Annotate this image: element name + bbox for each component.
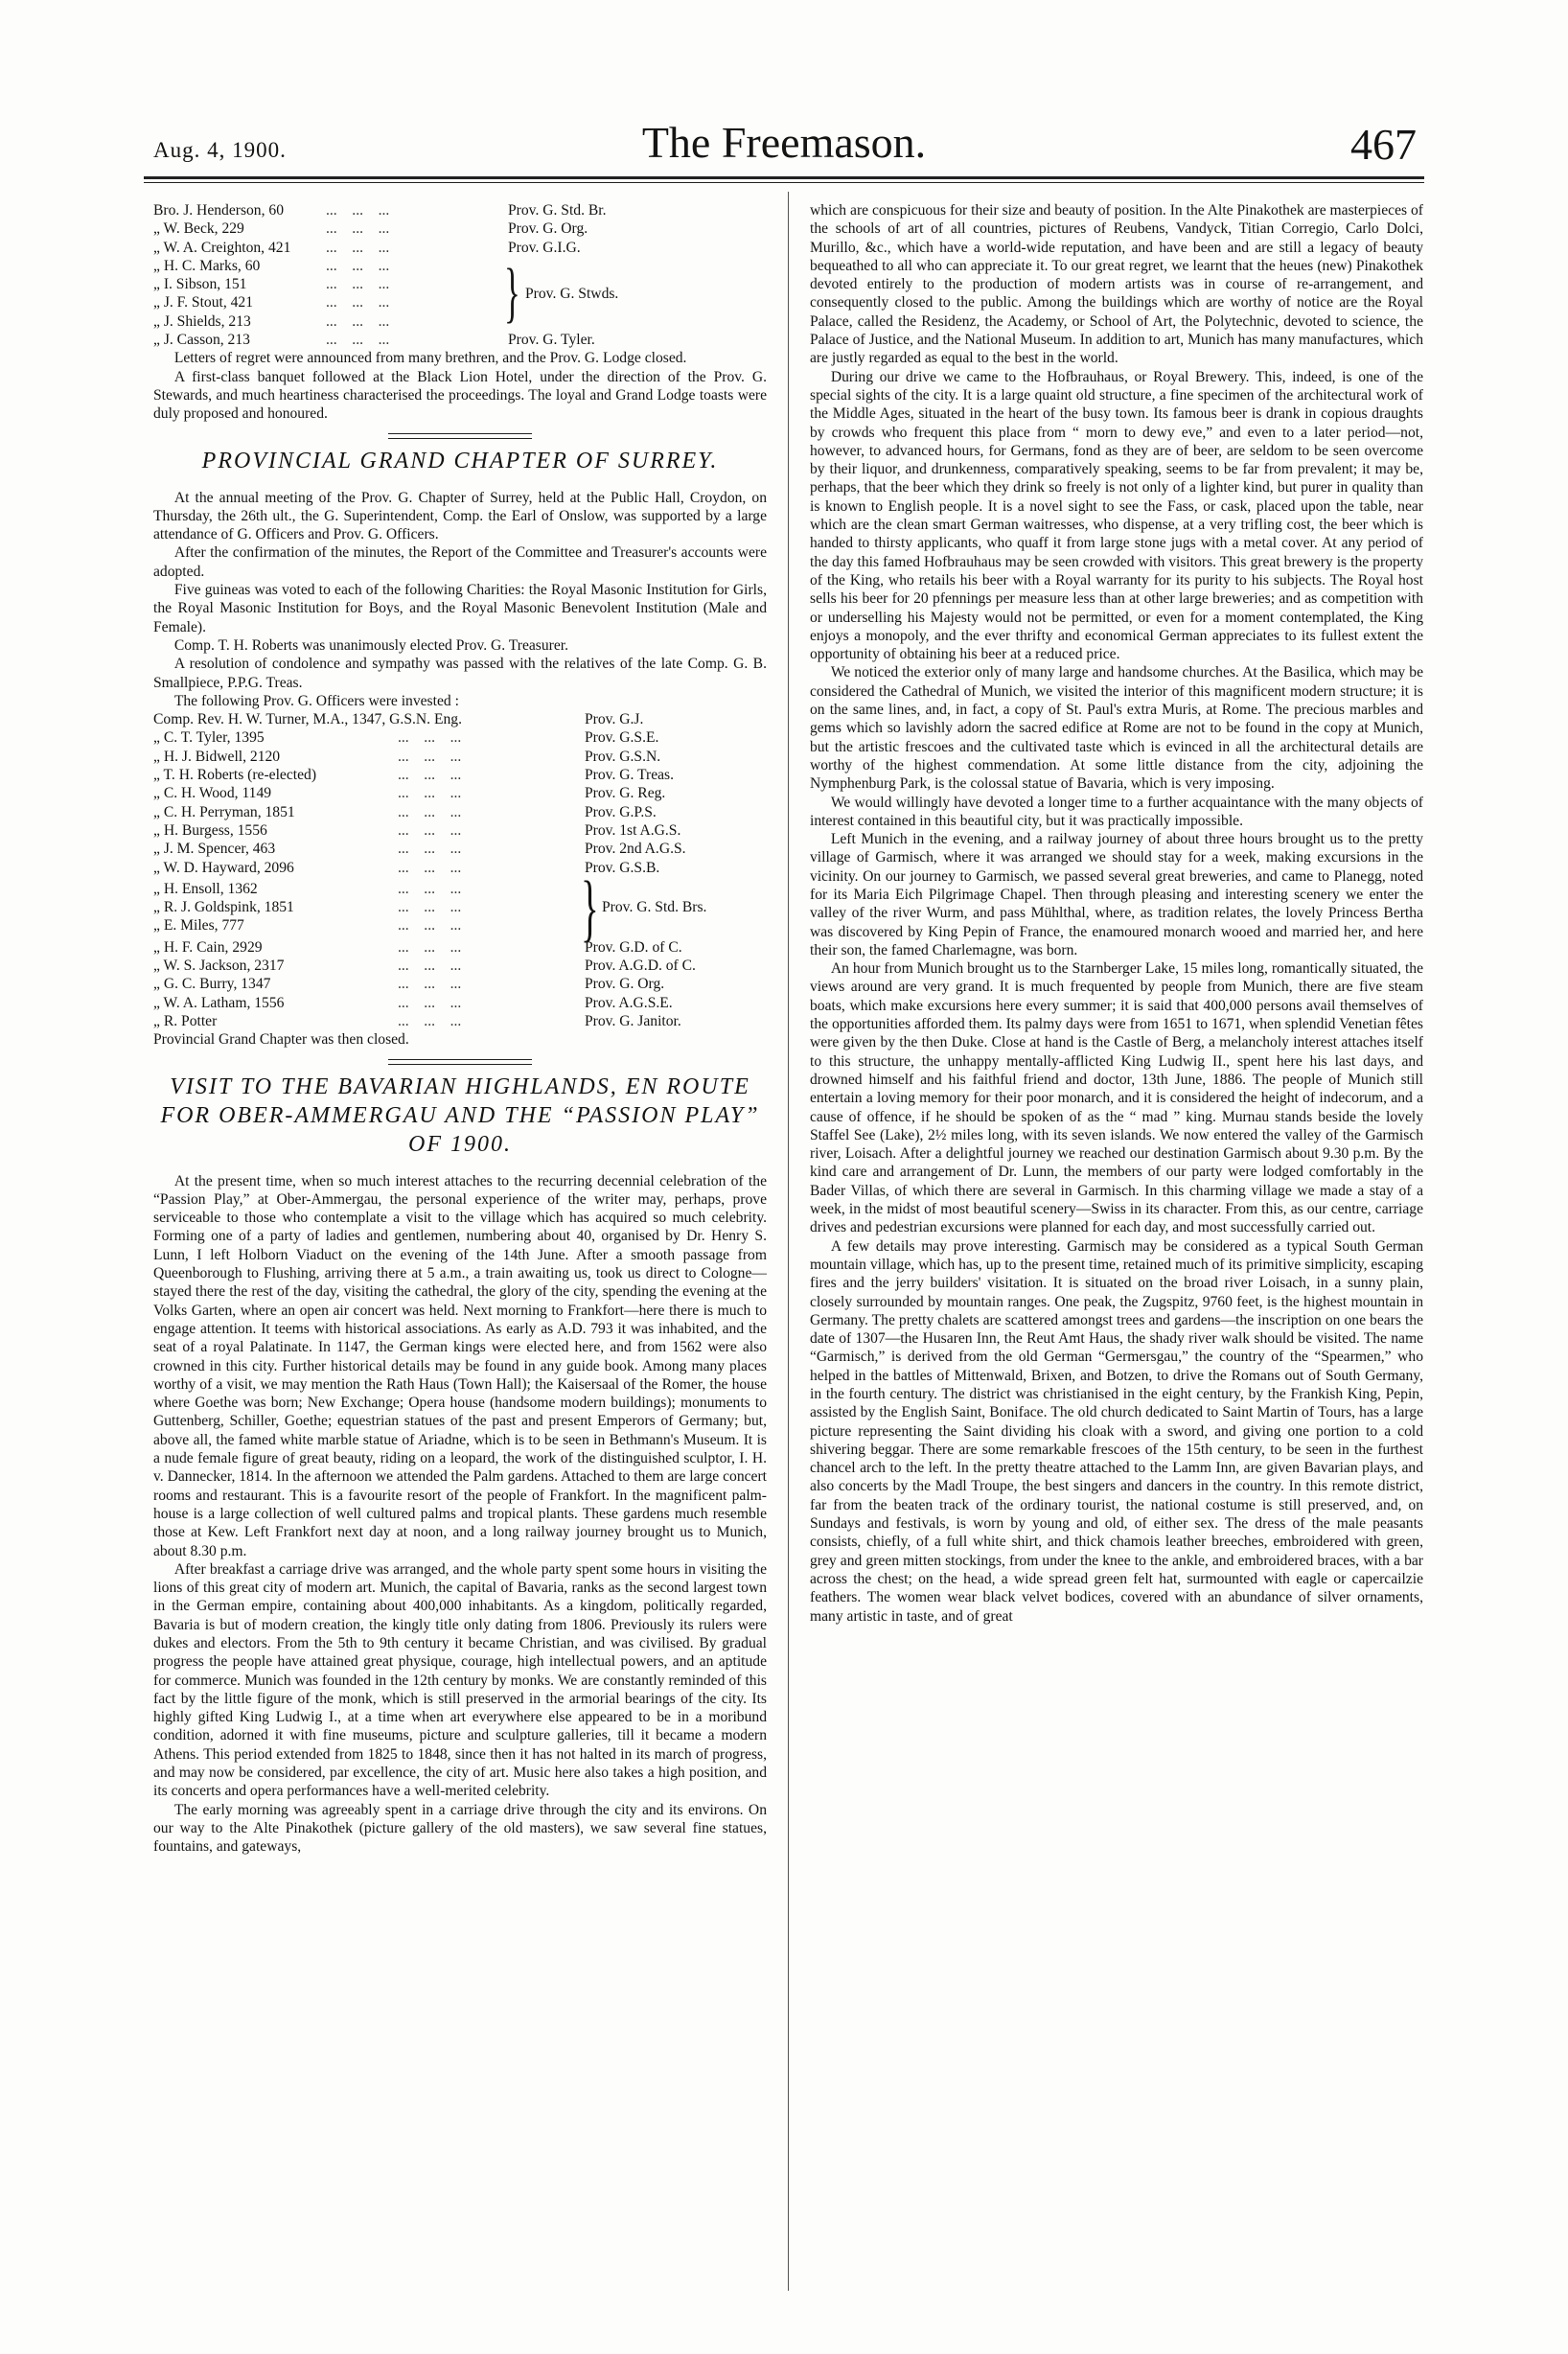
right-column xyxy=(810,201,1423,1626)
paragraph: At the annual meeting of the Prov. G. Chapter of Surrey, held at the Public Hall, Croydon, on Thursday, the 26th ult., the G. Superintendent, Comp. the Earl of Onslow, was supported by a large attendance of G. Officers and Prov. G. Officers. xyxy=(153,489,767,543)
issue-date: Aug. 4, 1900. xyxy=(153,138,287,162)
paragraph: A first-class banquet followed at the Black Lion Hotel, under the direction of the Prov. G. Stewards, and much heartiness characterised the proceedings. The loyal and Grand Lodge toasts were duly proposed and honoured. xyxy=(153,368,767,423)
page-number: 467 xyxy=(1350,120,1417,169)
list-item: „ C. H. Perryman, 1851 ... ... ... Prov. G.P.S. xyxy=(153,803,657,820)
list-item: „ W. D. Hayward, 2096 ... ... ... Prov. G.S.B. xyxy=(153,859,660,876)
list-item: „ H. J. Bidwell, 2120 ... ... ... Prov. G.S.N. xyxy=(153,748,661,765)
paragraph: Left Munich in the evening, and a railway journey of about three hours brought us to the pretty village of Garmisch, where it was arranged we should stay for a week, making excursions in the vicinity. On our journey to Garmisch, we passed several great breweries, and came to Planegg, noted for its Maria Eich Pilgrimage Chapel. Then through pleasing and interesting scenery we enter the valley of the river Wurm, and pass Mühlthal, where, as tradition relates, the lovely Princess Bertha was discovered by King Pepin of France, the enamoured monarch wooed and married her, and here their son, the famed Charlemagne, was born. xyxy=(810,831,1423,958)
section-divider xyxy=(388,1059,532,1060)
paragraph: During our drive we came to the Hofbrauhaus, or Royal Brewery. This, indeed, is one of the special sights of the city. It is a large quaint old structure, a fine specimen of the architectural work of the Middle Ages, situated in the heart of the busy town. Its famous beer is drank in copious draughts by crowds who frequent this place from “ morn to dewy eve,” and even to a later period—not, however, to advanced hours, for Germans, fond as they are of beer, are seldom to be seen overcome by their liquor, and drunkenness, comparatively speaking, seems to be far from prevalent; it may be, perhaps, that the beer which they drink so freely is not only of a lighter kind, but purer in quality than is known to English people. It is a novel sight to see the Fass, or cask, placed upon the table, near which are the clean smart German waitresses, who dispense, at a very trifling cost, the beer which is handed to thirsty applicants, who quaff it from large stone jugs with a metal cover. At any period of the day this famed Hofbrauhaus may be seen crowded with visitors. This great brewery is the property of the King, who retails his beer with a Royal warranty for its purity to his subjects. The Royal host sells his beer for 20 pfennings per measure less than at other large breweries; and as competition with or underselling his Majesty would not be permitted, or even for a moment contemplated, the King enjoys a monopoly, and the ever thrifty and economical German appreciates to its fullest extent the opportunity of obtaining his beer at a reduced price. xyxy=(810,368,1423,663)
group-office: Prov. G. Std. Brs. xyxy=(602,899,707,916)
list-item: „ C. T. Tyler, 1395 ... ... ... Prov. G.S.E. xyxy=(153,729,659,747)
list-item: „ C. H. Wood, 1149 ... ... ... Prov. G. Reg. xyxy=(153,785,666,802)
paragraph: Five guineas was voted to each of the following Charities: the Royal Masonic Institution for Girls, the Royal Masonic Institution for Boys, and the Royal Masonic Benevolent Institution (Male and Female). xyxy=(153,582,767,635)
list-item: „ R. J. Goldspink, 1851 ... ... ... xyxy=(153,899,462,916)
list-item: „ T. H. Roberts (re-elected) ... ... ... Prov. G. Treas. xyxy=(153,767,674,784)
list-item: „ H. C. Marks, 60 ... ... ... xyxy=(153,257,390,274)
paragraph: The following Prov. G. Officers were invested : xyxy=(173,692,459,709)
paragraph: After the confirmation of the minutes, the Report of the Committee and Treasurer's accounts were adopted. xyxy=(153,544,767,580)
list-item: „ J. M. Spencer, 463 ... ... ... Prov. 2nd A.G.S. xyxy=(153,841,686,858)
paragraph: A resolution of condolence and sympathy was passed with the relatives of the late Comp. G. B. Smallpiece, P.P.G. Treas. xyxy=(153,656,767,691)
stewards-group xyxy=(153,257,767,331)
list-item: „ J. Casson, 213 ... ... ... Prov. G. Tyler. xyxy=(153,332,595,349)
list-item: Comp. Rev. H. W. Turner, M.A., 1347, G.S.N. Eng. Prov. G.J. xyxy=(153,711,644,728)
paragraph: The early morning was agreeably spent in a carriage drive through the city and its environs. On our way to the Alte Pinakothek (picture gallery of the old masters), we saw several fine statues, fountains, and gateways, xyxy=(153,1801,767,1856)
paragraph: Letters of regret were announced from many brethren, and the Prov. G. Lodge closed. xyxy=(173,350,687,367)
paragraph: Provincial Grand Chapter was then closed. xyxy=(153,1031,409,1049)
list-item: „ H. Burgess, 1556 ... ... ... Prov. 1st A.G.S. xyxy=(153,821,681,839)
paragraph: We noticed the exterior only of many large and handsome churches. At the Basilica, which may be considered the Cathedral of Munich, we visited the interior of this magnificent modern structure; it is on the same lines, and, in fact, a copy of St. Paul's extra Muris, at Rome. The precious marbles and gems which so lavishly adorn the sacred edifice at Rome are not to be found in the copy at Munich, but the artistic frescoes and the cultivated taste which is evinced in all the architectural details are worthy of the highest commendation. At some little distance from the city, adjoining the Nymphenburg Park, is the colossal statue of Bavaria, which is very imposing. xyxy=(810,664,1423,793)
paragraph: which are conspicuous for their size and beauty of position. In the Alte Pinakothek are masterpieces of the schools of art of all countries, pictures of Reubens, Vandyck, Titian Corregio, Carlo Dolci, Murillo, &c., which have a world-wide reputation, and have been and are still a legacy of beauty bequeathed to all who can appreciate it. To our great regret, we learnt that the heues (new) Pinakothek devoted entirely to the production of modern artists was in course of re-arrangement, and consequently closed to the public. Among the buildings which are worthy of notice are the Royal Palace, called the Residenz, the Academy, or School of Art, the Polytechnic, devoted to science, the Palace of Justice, and the National Museum. In addition to art, Munich has many manufactures, which are justly regarded as equal to the best in the world. xyxy=(810,202,1423,367)
list-item: „ W. S. Jackson, 2317 ... ... ... Prov. A.G.D. of C. xyxy=(153,958,696,975)
paragraph: We would willingly have devoted a longer time to a further acquaintance with the many objects of interest contained in this beautiful city, but it was practically impossible. xyxy=(810,794,1423,829)
list-item: Bro. J. Henderson, 60 ... ... ... Prov. G. Std. Br. xyxy=(153,202,607,219)
list-item: „ H. F. Cain, 2929 ... ... ... Prov. G.D. of C. xyxy=(153,938,682,956)
paragraph: Comp. T. H. Roberts was unanimously elected Prov. G. Treasurer. xyxy=(173,636,568,654)
group-office: Prov. G. Stwds. xyxy=(525,285,619,302)
list-item: „ W. Beck, 229 ... ... ... Prov. G. Org. xyxy=(153,220,588,238)
left-column xyxy=(153,201,767,1857)
list-item: „ H. Ensoll, 1362 ... ... ... xyxy=(153,880,462,897)
paragraph: At the present time, when so much interest attaches to the recurring decennial celebration of the “Passion Play,” at Ober-Ammergau, the personal experience of the writer may, perhaps, prove serviceable to those who contemplate a visit to the village which has acquired so much celebrity. Forming one of a party of ladies and gentlemen, numbering about 40, organised by Dr. Henry S. Lunn, I left Holborn Viaduct on the evening of the 14th June. After a smooth passage from Queenborough to Flushing, arriving there at 5 a.m., a train awaiting us, took us direct to Cologne—stayed there the rest of the day, visiting the cathedral, the glory of the city, spending the evening at the Volks Garten, where an open air concert was held. Next morning to Frankfort—here there is much to engage attention. It teems with historical associations. As early as A.D. 793 it was inhabited, and the seat of a royal Palatinate. In 1147, the German kings were elected here, and from 1562 were also crowned in this city. Further historical details may be found in any guide book. Among many places worthy of a visit, we may mention the Rath Haus (Town Hall); the Kaisersaal of the Romer, the house where Goethe was born; New Exchange; Opera house (handsome modern buildings); monuments to Guttenberg, Schiller, Goethe; equestrian statues of the past and present Emperors of Germany; but, above all, the famed white marble statue of Ariadne, which is to be seen in Bethmann's Museum. It is a nude female figure of great beauty, riding on a leopard, the work of the distinguished sculptor, I. H. v. Dannecker, 1814. In the afternoon we attended the Palm gardens. Attached to them are large concert rooms and restaurant. This is a favourite resort of the people of Frankfort. In the magnificent palm-house is a large collection of well cultured palms and tropical plants. These gardens much resemble those at Kew. Left Frankfort next day at noon, and a long railway journey brought us to Munich, about 8.30 p.m. xyxy=(153,1172,767,1559)
masthead-rule-thin xyxy=(144,182,1424,183)
list-item: „ E. Miles, 777 ... ... ... xyxy=(153,917,462,935)
section-heading-bavaria: VISIT TO THE BAVARIAN HIGHLANDS, EN ROUTE FOR OBER-AMMERGAU AND THE “PASSION PLAY” OF 1900. xyxy=(160,1073,760,1157)
masthead-rule xyxy=(144,176,1424,179)
lodge-officer-list xyxy=(153,201,767,349)
newspaper-title: The Freemason. xyxy=(641,118,927,167)
paragraph: After breakfast a carriage drive was arranged, and the whole party spent some hours in visiting the lions of this great city of modern art. Munich, the capital of Bavaria, ranks as the second largest town in the German empire, containing about 400,000 inhabitants. As a kingdom, politically regarded, Bavaria is but of modern creation, the kingly title only dating from 1806. Previously its rulers were dukes and electors. From the 5th to 9th century it became Christian, and was civilised. By gradual progress the people have attained great physique, courage, high intellectual powers, and an aptitude for commerce. Munich was founded in the 12th century by monks. We are constantly reminded of this fact by the little figure of the monk, which is still preserved in the armorial bearings of the city. Its highly gifted King Ludwig I., at a time when art everywhere else appeared to be in a moribund condition, adorned it with fine museums, picture and sculpture galleries, till it became a modern Athens. This period extended from 1825 to 1848, since then it has not halted in its march of progress, and may now be considered, par excellence, the city of art. Music here also takes a high position, and its concerts and opera performances have a well-merited celebrity. xyxy=(153,1560,767,1800)
section-divider xyxy=(388,438,532,439)
column-separator xyxy=(788,192,789,2291)
list-item: „ J. Shields, 213 ... ... ... xyxy=(153,312,390,330)
masthead xyxy=(144,117,1424,174)
brace-icon: } xyxy=(504,256,520,331)
section-divider xyxy=(388,1064,532,1065)
list-item: „ J. F. Stout, 421 ... ... ... xyxy=(153,294,390,312)
list-item: „ G. C. Burry, 1347 ... ... ... Prov. G. Org. xyxy=(153,976,665,993)
chapter-officer-list xyxy=(153,710,767,1030)
list-item: „ I. Sibson, 151 ... ... ... xyxy=(153,276,390,293)
section-heading-surrey: PROVINCIAL GRAND CHAPTER OF SURREY. xyxy=(201,448,719,473)
paragraph: An hour from Munich brought us to the Starnberger Lake, 15 miles long, romantically situated, the views around are very grand. It is much frequented by people from Munich, there are five steam boats, which make excursions here every summer; it is said that 400,000 persons avail themselves of the opportunities afforded them. Its palmy days were from 1651 to 1671, when splendid Venetian fêtes were given by the then Duke. Close at hand is the Castle of Berg, a melancholy interest attaches itself to this structure, the unhappy mentally-afflicted King Ludwig II., spent here his last days, and drowned himself and his faithful friend and doctor, 13th June, 1886. The people of Munich still entertain a loving memory for their poor monarch, and it is considered the height of indecorum, and a cause of offence, if he should be spoken of as the “ mad ” king. Murnau stands beside the lovely Staffel See (Lake), 2½ miles long, with its seven islands. We now entered the valley of the Garmisch river, Loisach. After a delightful journey we reached our destination Garmisch about 9.30 p.m. By the kind care and arrangement of Dr. Lunn, the members of our party were lodged comfortably in the Bader Villas, of which there are several in Garmisch. In this charming village we made a stay of a week, in the midst of most beautiful scenery—Swiss in its character. From this, as our centre, carriage drives and pedestrian excursions were planned for each day, and most successfully carried out. xyxy=(810,960,1423,1236)
brace-icon: } xyxy=(581,865,599,949)
paragraph: A few details may prove interesting. Garmisch may be considered as a typical South German mountain village, which has, up to the present time, retained much of its primitive simplicity, escaping fires and the jerry builders' visitation. It is situated on the broad river Loisach, in a sunny plain, closely surrounded by mountain ranges. One peak, the Zugspitz, 9760 feet, is the highest mountain in Germany. The pretty chalets are scattered amongst trees and gardens—the inscription on one bears the date of 1307—the Husaren Inn, the Reut Amt Haus, the shady river walk should be visited. The name “Garmisch,” is derived from the old German “Germersgau,” the country of the “Spearmen,” who helped in the battles of Mittenwald, Brixen, and Botzen, to drive the Romans out of South Germany, in the fourth century. The district was christianised in the eight century, by the Frankish King, Pepin, assisted by the English Saint, Boniface. The old church dedicated to Saint Martin of Tours, has a large picture representing the Saint dividing his cloak with a sword, and giving one portion to a cold shivering beggar. There are some remarkable frescoes of the 15th century, to be seen in the furthest chancel arch to the left. In the pretty theatre attached to the Lamm Inn, are given Bavarian plays, and also concerts by the Madl Troupe, the best singers and dancers in the country. In this remote district, far from the beaten track of the ordinary tourist, the national costume is still preserved, and, on Sundays and festivals, is worn by young and old, of either sex. The dress of the male peasants consists, chiefly, of a full white shirt, and thick chamois leather breeches, embroidered with green, grey and green mitten stockings, from under the knee to the ankle, and embroidered braces, with a bar across the chest; on the head, a wide spread green felt hat, surmounted with eagle or capercailzie feathers. The women wear black velvet bodices, covered with an abundance of silver ornaments, many artistic in taste, and of great xyxy=(810,1237,1423,1625)
section-divider xyxy=(388,433,532,434)
list-item: „ W. A. Creighton, 421 ... ... ... Prov. G.I.G. xyxy=(153,239,581,256)
list-item: „ W. A. Latham, 1556 ... ... ... Prov. A.G.S.E. xyxy=(153,994,673,1011)
list-item: „ R. Potter ... ... ... Prov. G. Janitor. xyxy=(153,1012,681,1029)
